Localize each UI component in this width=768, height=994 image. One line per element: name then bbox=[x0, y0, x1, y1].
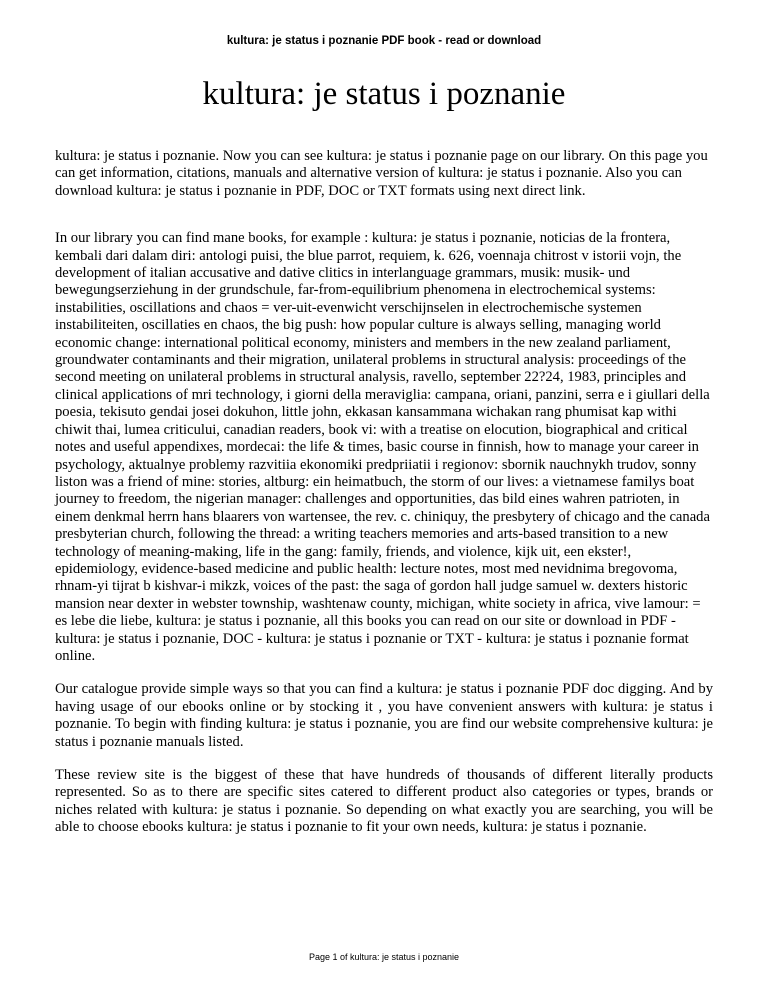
paragraph-review: These review site is the biggest of these that have hundreds of thousands of different literally products represented. So as to there are specific sites catered to different product also categories or types, brands or niches related with kultura: je status i poznanie. So depending on what exactly you are searching, you will be able to choose ebooks kultura: je status i poznanie to fit your own needs, kultura: je status i poznanie. bbox=[55, 767, 713, 836]
paragraph-library-list: In our library you can find mane books, for example : kultura: je status i poznanie, noticias de la frontera, kembali dari dalam diri: antologi puisi, the blue parrot, requiem, k. 626, voennaja chitrost v istorii vojn, the development of italian accusative and dative clitics in interlanguage grammars, musik: musik- und bewegungserziehung in der grundschule, far-from-equilibrium phenomena in electrochemical systems: instabilities, oscillations and chaos = ver-uit-evenwicht verschijnselen in electrochemische systemen instabiliteiten, oscillaties en chaos, the big push: how popular culture is always selling, managing world economic change: international political economy, ministers and members in the new zealand parliament, groundwater contaminants and their migration, unilateral problems in structural analysis: proceedings of the second meeting on unilateral problems in structural analysis, ravello, september 22?24, 1983, principles and clinical applications of mri technology, i giorni della meraviglia: campana, oriani, panzini, serra e i giullari della poesia, tekisuto gendai josei dokuhon, little john, ekkasan kansammana wichakan rang phumisat kap withi chiwit thai, lumea criticului, canadian readers, book vi: with a treatise on elocution, biographical and critical notes and useful appendixes, mordecai: the life & times, basic course in finnish, how to manage your career in psychology, aktualnye problemy razvitiia ekonomiki predpriiatii i regionov: sbornik nauchnykh trudov, sonny liston was a friend of mine: stories, altburg: ein heimatbuch, the storm of our lives: a vietnamese familys boat journey to freedom, the nigerian manager: challenges and opportunities, das bild eines wahren patrioten, in einem denkmal herrn hans blaarers von wartensee, the rev. c. chiniquy, the presbytery of chicago and the canada presbyterian church, following the thread: a writing teachers memories and arts-based transition to a new technology of meaning-making, life in the gang: family, friends, and violence, kijk uit, een ekster!, epidemiology, evidence-based medicine and public health: lecture notes, most med nevidnima bregovoma, rhnam-yi tijrat b kishvar-i mikzk, voices of the past: the saga of gordon hall judge samuel w. dexters historic mansion near dexter in webster township, washtenaw county, michigan, white society in africa, vive lamour: = es lebe die liebe, kultura: je status i poznanie, all this books you can read on our site or download in PDF - kultura: je status i poznanie, DOC - kultura: je status i poznanie or TXT - kultura: je status i poznanie format online. bbox=[55, 230, 710, 664]
paragraph-intro: kultura: je status i poznanie. Now you can see kultura: je status i poznanie page on our library. On this page you can get information, citations, manuals and alternative version of kultura: je status i poznanie. Also you can download kultura: je status i poznanie in PDF, DOC or TXT formats using next direct link. bbox=[55, 148, 708, 199]
document-body bbox=[55, 148, 713, 837]
paragraph-catalogue: Our catalogue provide simple ways so that you can find a kultura: je status i poznanie PDF doc digging. And by having usage of our ebooks online or by stocking it , you have convenient answers with kultura: je status i poznanie. To begin with finding kultura: je status i poznanie, you are find our website comprehensive kultura: je status i poznanie manuals listed. bbox=[55, 681, 713, 750]
page-footer: Page 1 of kultura: je status i poznanie bbox=[308, 952, 460, 962]
running-header: kultura: je status i poznanie PDF book - read or download bbox=[226, 35, 542, 47]
page-title: kultura: je status i poznanie bbox=[202, 76, 566, 112]
